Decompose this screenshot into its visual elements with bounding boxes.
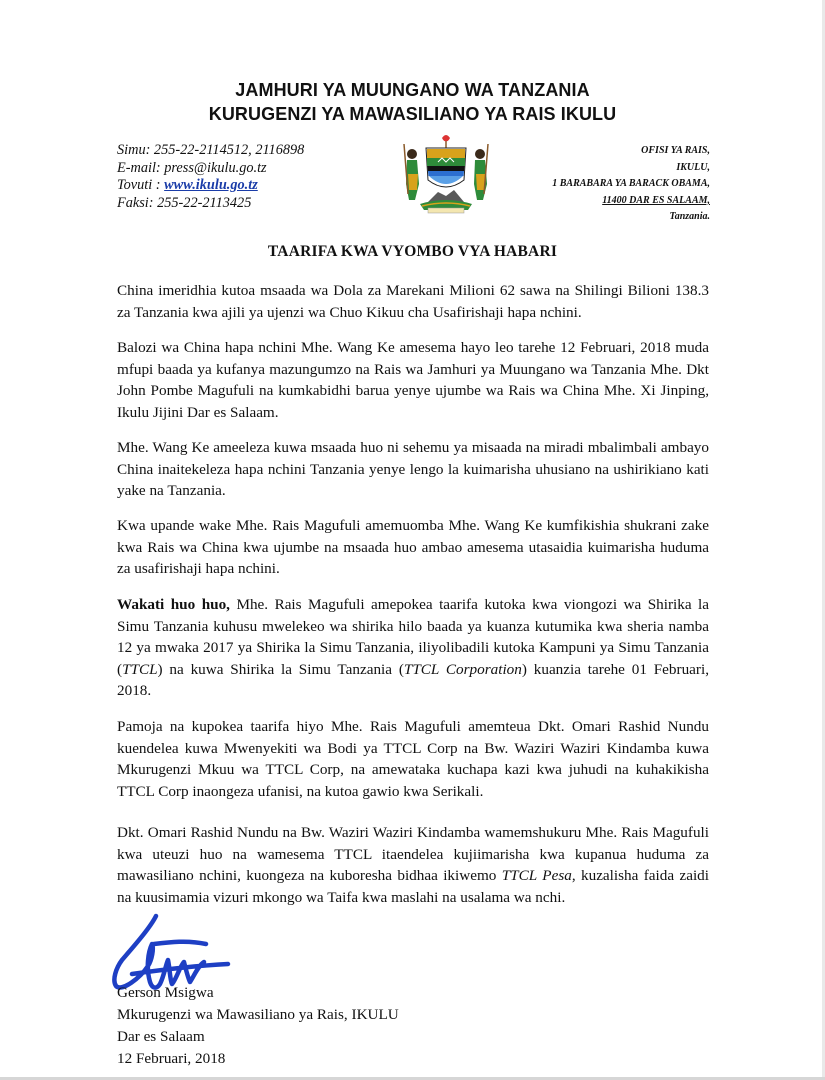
address-line-2: IKULU, (676, 161, 710, 173)
fax-line: Faksi: 255-22-2113425 (117, 194, 252, 211)
paragraph-7-part-a: Dkt. Omari Rashid Nundu na Bw. Waziri Waziri Kindamba wamemshukuru Mhe. Rais Magufuli kwa uteuzi huo na wamesema TTCL itaendelea kujiimarisha kwa kupanua huduma za mawasiliano nchini, kuongeza na kuboresha bidhaa ikiwemo (117, 824, 709, 885)
paragraph-5-lead: Wakati huo huo, (117, 596, 230, 613)
paragraph-1: China imeridhia kutoa msaada wa Dola za Marekani Milioni 62 sawa na Shilingi Bilioni 138.3 za Tanzania kwa ajili ya ujenzi wa Chuo Kikuu cha Usafirishaji hapa nchini. (117, 282, 709, 321)
paragraph-4: Kwa upande wake Mhe. Rais Magufuli amemuomba Mhe. Wang Ke kumfikishia shukrani zake kwa Rais wa China kwa ujumbe na msaada huo ambao amesema utasaidia kuimarisha huduma za usafirishaji hapa nchini. (117, 517, 709, 578)
header-title-line-1: JAMHURI YA MUUNGANO WA TANZANIA (235, 80, 590, 100)
paragraph-7-part-b: , kuzalisha faida zaidi na kuusimamia vizuri mkongo wa Taifa kwa maslahi na usalama wa nchi. (117, 867, 709, 906)
signoff-block (117, 982, 399, 1070)
signoff-place: Dar es Salaam (117, 1028, 205, 1045)
paragraph-3: Mhe. Wang Ke ameeleza kuwa msaada huo ni sehemu ya misaada na miradi mbalimbali ambayo China inaitekeleza hapa nchini Tanzania yenye lengo la kuimarisha uhusiano na ushirikiano kati yake na Tanzania. (117, 439, 709, 500)
signoff-date: 12 Februari, 2018 (117, 1050, 226, 1067)
paragraph-2: Balozi wa China hapa nchini Mhe. Wang Ke amesema hayo leo tarehe 12 Februari, 2018 muda mfupi baada ya kufanya mazungumzo na Rais wa Jamhuri ya Muungano wa Tanzania Mhe. Dkt John Pombe Magufuli na kumkabidhi barua yenye ujumbe wa Rais wa China Mhe. Xi Jinping, Ikulu Jijini Dar es Salaam. (117, 339, 709, 421)
contact-block (117, 142, 304, 212)
tanzania-coat-of-arms-icon (398, 134, 494, 214)
paragraph-7-ttcl-pesa: TTCL Pesa (501, 867, 572, 885)
address-line-1: OFISI YA RAIS, (641, 145, 710, 156)
phone-line: Simu: 255-22-2114512, 2116898 (117, 142, 305, 158)
paragraph-6: Pamoja na kupokea taarifa hiyo Mhe. Rais Magufuli amemteua Dkt. Omari Rashid Nundu kuendelea kuwa Mwenyekiti wa Bodi ya TTCL Corp na Bw. Waziri Waziri Kindamba kuwa Mkurugenzi Mkuu wa TTCL Corp, na amewataka kuchapa kazi kwa juhudi na kuhakikisha TTCL Corp inaongeza ufanisi, na kutoa gawio kwa Serikali. (117, 718, 709, 800)
paragraph-5 (117, 594, 709, 702)
paragraph-5-ttcl: TTCL (122, 660, 158, 678)
website-link[interactable]: www.ikulu.go.tz (164, 177, 258, 193)
address-line-3: 1 BARABARA YA BARACK OBAMA, (552, 178, 710, 190)
address-line-4: 11400 DAR ES SALAAM, (602, 194, 710, 206)
header-title-line-2: KURUGENZI YA MAWASILIANO YA RAIS IKULU (208, 104, 617, 124)
signer-title: Mkurugenzi wa Mawasiliano ya Rais, IKULU (117, 1006, 399, 1023)
document-heading: TAARIFA KWA VYOMBO VYA HABARI (267, 243, 558, 260)
address-line-5: Tanzania. (669, 211, 710, 223)
paragraph-5-part-a: Mhe. Rais Magufuli amepokea taarifa kutoka kwa viongozi wa Shirika la Simu Tanzania kuhusu mwelekeo wa shirika hilo baada ya kuanza kutumika kwa sheria namba 12 ya mwaka 2017 ya Shirika la Simu Tanzania, iliyolibadili kutoka Kampuni ya Simu Tanzania ( (117, 596, 710, 678)
email-line: E-mail: press@ikulu.go.tz (117, 159, 267, 176)
address-block (552, 143, 710, 226)
paragraph-5-part-c: ) kuanzia tarehe 01 Februari, 2018. (117, 660, 709, 700)
website-label: Tovuti : (117, 177, 165, 193)
paragraph-5-ttcl-corporation: TTCL Corporation (403, 660, 522, 678)
signer-name: Gerson Msigwa (117, 984, 214, 1001)
website-line (117, 177, 304, 195)
paragraph-7 (117, 822, 709, 908)
paragraph-5-part-b: ) na kuwa Shirika la Simu Tanzania ( (157, 660, 404, 678)
